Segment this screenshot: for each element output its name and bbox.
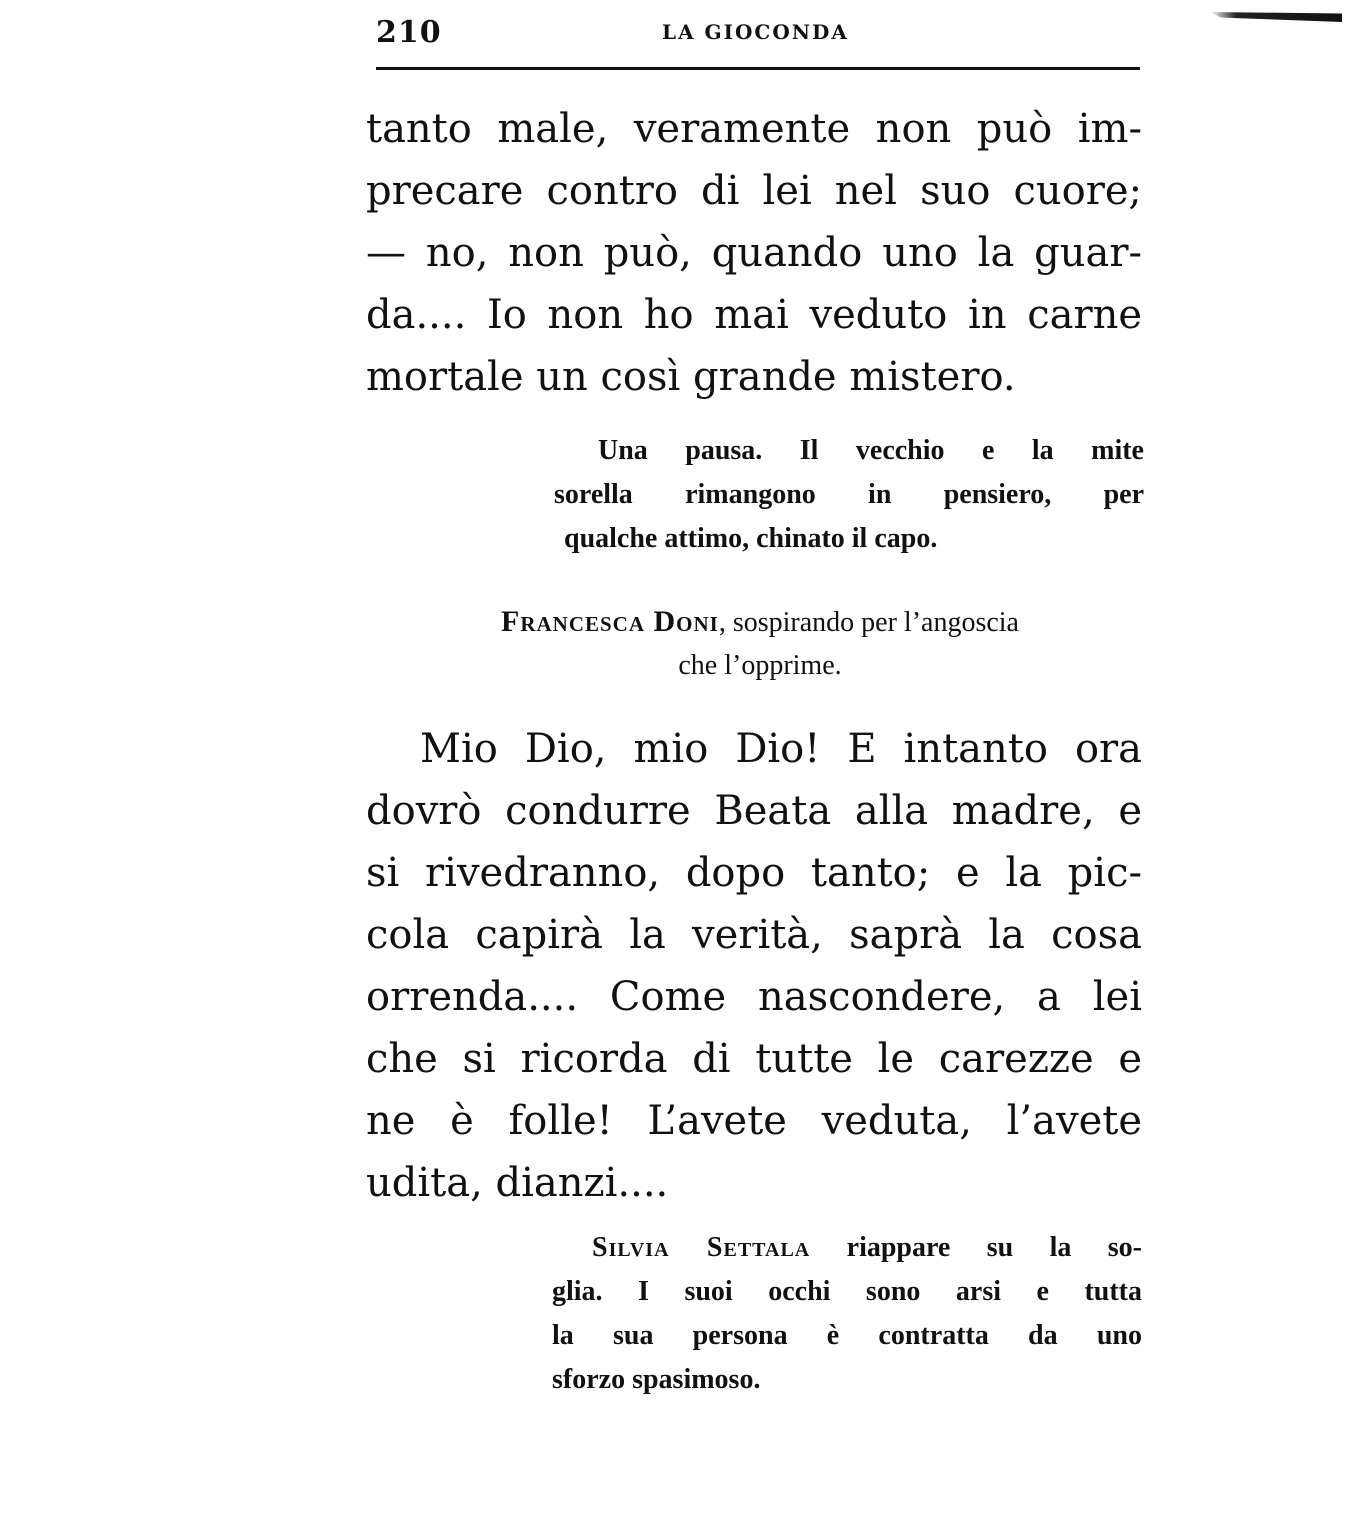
speech-paragraph-2 <box>366 718 1142 1214</box>
speech-line: dovrò condurre Beata alla madre, e <box>366 788 1142 834</box>
stage-direction-2 <box>552 1226 1142 1402</box>
speech-line: che si ricorda di tutte le carezze e <box>366 1036 1142 1082</box>
speech-line: orrenda.... Come nascondere, a lei <box>366 974 1142 1020</box>
speech-line: udita, dianzi.... <box>366 1160 669 1206</box>
page-number: 210 <box>376 15 442 50</box>
direction-speaker-name: Silvia Settala <box>592 1232 811 1263</box>
speaker-name: Francesca Doni <box>501 605 719 638</box>
direction-line: Una pausa. Il vecchio e la mite <box>598 435 1144 466</box>
speech-line: mortale un così grande mistero. <box>366 354 1016 400</box>
speech-line: Mio Dio, mio Dio! E intanto ora <box>420 726 1142 772</box>
speech-line: da.... Io non ho mai veduto in carne <box>366 292 1142 338</box>
direction-line: sorella rimangono in pensiero, per <box>554 479 1144 510</box>
running-title: LA GIOCONDA <box>662 20 849 44</box>
speaker-description-continued: che l’opprime. <box>678 650 842 681</box>
speaker-description: , sospirando per l’angoscia <box>718 607 1019 638</box>
speech-line: — no, non può, quando uno la guar- <box>366 230 1142 276</box>
direction-line: la sua persona è contratta da uno <box>552 1320 1142 1351</box>
header-rule <box>376 67 1140 70</box>
direction-line: glia. I suoi occhi sono arsi e tutta <box>552 1276 1142 1307</box>
direction-line: qualche attimo, chinato il capo. <box>564 523 938 554</box>
scan-edge-mark <box>1210 12 1342 22</box>
stage-direction-1 <box>554 429 1144 561</box>
speech-line: tanto male, veramente non può im- <box>366 106 1142 152</box>
direction-line-rest: riappare su la so- <box>810 1232 1142 1263</box>
speech-line: ne è folle! L’avete veduta, l’avete <box>366 1098 1142 1144</box>
speaker-heading <box>380 600 1140 688</box>
speech-paragraph-1 <box>366 98 1142 408</box>
direction-line: sforzo spasimoso. <box>552 1364 761 1395</box>
speech-line: si rivedranno, dopo tanto; e la pic- <box>366 850 1142 896</box>
speaker-line-1 <box>380 600 1140 644</box>
speech-line: precare contro di lei nel suo cuore; <box>366 168 1142 214</box>
direction-line-1 <box>592 1226 1142 1270</box>
speech-line: cola capirà la verità, saprà la cosa <box>366 912 1142 958</box>
